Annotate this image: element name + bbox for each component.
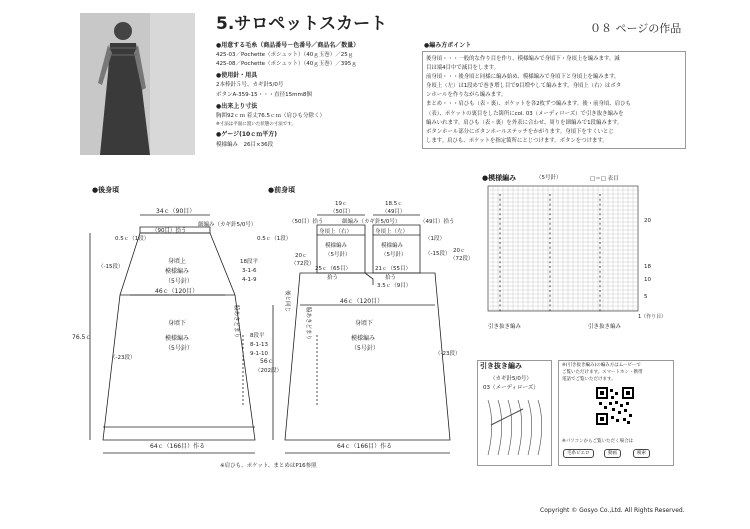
front-rows-left: 20ｃ <box>295 253 308 259</box>
points-box <box>422 51 686 149</box>
slipstitch-illustration <box>483 395 545 460</box>
front-rows-1: （1段） <box>425 236 445 242</box>
back-dec-1: 3-1-6 <box>242 268 257 274</box>
front-rows-right: 20ｃ <box>453 248 466 254</box>
yarn-heading: ●用意する毛糸（商品番号－色番号／商品名／数量） <box>216 42 360 49</box>
back-lower-rows: （-23段） <box>110 355 136 361</box>
back-lower-name: 身頃下 <box>168 320 187 327</box>
chart-row-10: 10 <box>644 277 651 283</box>
points-heading: ●編み方ポイント <box>424 42 472 49</box>
front-side-label: 後と同じ <box>284 290 290 313</box>
back-dec2-title: 8段平 <box>250 333 265 339</box>
slipstitch-color: 03（メーディローズ） <box>483 385 539 391</box>
points-line: （表）、ポケットの裏目をした箇所にcol. 03（メーディローズ）で引き抜き編みを <box>426 110 624 117</box>
front-edge-label: 細編み（カギ針5/0号） <box>342 219 401 225</box>
back-upper-needle: （5号針） <box>165 278 193 285</box>
yarn-line-2: 425-08／Pochette（ポシェット）（40ｇ玉巻）／395ｇ <box>216 61 357 67</box>
front-w-left: 19ｃ <box>335 201 348 207</box>
front-upper-left: 身頃上（左） <box>375 229 409 235</box>
front-body-label: ●前身頃 <box>268 186 296 194</box>
front-pattern-b: 模様編み <box>381 243 404 249</box>
back-body-label: ●後身頃 <box>92 186 120 194</box>
back-mid-width: 46ｃ（120目） <box>155 288 199 295</box>
front-lower-pattern: 模様編み <box>351 335 376 342</box>
front-lower-name: 身頃下 <box>355 320 374 327</box>
front-slit: 脇あきどまり <box>305 307 311 341</box>
points-line: 編みいれます。肩ひも（表・裏）を外表に合わせ、周りを細編みで1段編みます。 <box>426 119 623 126</box>
gauge-line-1: 模様編み 26目×36段 <box>216 142 274 148</box>
gauge-heading: ●ゲージ(10ｃｍ平方) <box>216 131 277 138</box>
front-upper-right: 身頃上（右） <box>319 229 353 235</box>
front-pick-r2: 拾う <box>385 275 397 281</box>
back-edge-label: 細編み（カギ針5/0号） <box>198 222 257 228</box>
chart-slip-left: 引き抜き編み <box>488 324 522 330</box>
pattern-chart <box>488 186 667 331</box>
back-body-diagram <box>70 195 285 470</box>
chart-row-20: 20 <box>644 218 651 224</box>
front-lower-rows: （-23段） <box>435 351 461 357</box>
tools-line-1: 2本棒針５号、カギ針5/0号 <box>216 82 284 88</box>
back-dec2-1: 8-1-13 <box>250 342 268 348</box>
back-dec-2: 4-1-9 <box>242 277 257 283</box>
points-line: ンホールを作りながら編みます。 <box>426 92 507 99</box>
front-half-cm: 0.5ｃ（1段） <box>257 236 292 242</box>
points-line: 身頃上（左）は1段めで巻き増し目で9目増やして編みます。身頃上（右）はボタ <box>426 83 622 90</box>
front-needle-a: （5号針） <box>325 252 351 258</box>
model-figure-icon <box>80 13 195 155</box>
back-top-width: 34ｃ（90目） <box>156 208 196 215</box>
front-w-left-sts: （50目） <box>330 209 354 215</box>
back-upper-name: 身頃上 <box>168 258 187 265</box>
front-w-r2: 21ｃ（55目） <box>375 266 411 272</box>
chart-slip-right: 引き抜き編み <box>588 324 622 330</box>
note-bottom: ※肩ひも、ポケット、まとめはP16参照 <box>220 463 317 469</box>
front-pick-l2: 拾う <box>327 275 339 281</box>
front-body-diagram <box>255 195 474 470</box>
size-note: ※寸法は平面に置いた状態の寸法です。 <box>216 122 296 127</box>
back-slit-label: 脇あきどまり <box>233 305 239 339</box>
tools-line-2: ボタンA-359-15・・・直径15mm8個 <box>216 92 312 98</box>
chart-needle: （5号針） <box>536 175 562 181</box>
points-line: 後身頃・・・一般的な作り目を作り、模様編みで身頃下・身頃上を編みます。減 <box>426 56 620 62</box>
front-mid-width: 46ｃ（120目） <box>340 298 384 305</box>
page-reference: ０８ ページの作品 <box>590 22 682 35</box>
chart-row-18: 18 <box>644 264 651 270</box>
size-heading: ●出来上り寸法 <box>216 103 258 110</box>
front-rows-right-2: （72段） <box>450 256 474 262</box>
back-height: 76.5ｃ <box>72 334 92 341</box>
front-bottom-width: 64ｃ（166目）作る <box>337 443 393 450</box>
yarn-line-1: 425-03／Pochette（ポシェット）（40ｇ玉巻）／25ｇ <box>216 52 354 58</box>
front-height: 56ｃ <box>260 358 274 365</box>
qr-text-1: ※(引き抜き編み)の編み方はムービーで <box>562 363 641 368</box>
back-lower-needle: （5号針） <box>165 345 193 352</box>
back-pick-count: （90目）拾う <box>152 228 187 234</box>
front-overlap: 3.5ｃ（9目） <box>377 283 412 289</box>
qr-pc-text: ※パソコンからご覧いただく場合は <box>562 439 634 444</box>
back-dec2-2: 9-1-10 <box>250 351 268 357</box>
footer-copyright: Copyright © Gosyo Co.,Ltd. All Rights Reserved. <box>540 507 685 514</box>
points-line: まとめ・・・肩ひも（表・裏）、ポケットを各2枚ずつ編みます。後・前身頃、肩ひも <box>426 101 631 108</box>
qr-btn-yarn[interactable]: 毛糸ピエロ <box>563 449 594 458</box>
tools-heading: ●使用針・用具 <box>216 72 258 79</box>
front-w-right: 18.5ｃ <box>385 201 403 207</box>
slipstitch-needle: （カギ針5/0号） <box>490 376 532 382</box>
qr-btn-video[interactable]: 動画 <box>604 449 621 458</box>
slipstitch-title: 引き抜き編み <box>480 362 522 370</box>
front-pick-left: （50目）拾う <box>289 219 324 225</box>
back-upper-rows: （-15段） <box>98 264 124 270</box>
front-height-rows: （202段） <box>255 368 282 374</box>
chart-label: ●模様編み <box>482 174 517 182</box>
back-lower-pattern: 模様編み <box>165 335 190 342</box>
qr-code-icon <box>596 387 634 425</box>
points-line: 目は端4目中で減目をします。 <box>426 65 500 72</box>
back-bottom-width: 64ｃ（166目）作る <box>150 443 206 450</box>
front-needle-b: （5号針） <box>381 252 407 258</box>
chart-row-1: 1（作り目） <box>638 314 667 320</box>
qr-text-3: 電話でご覧いただけます。 <box>562 377 616 382</box>
back-dec-title: 18段平 <box>240 259 258 265</box>
points-line: 前身頃・・・後身頃と同様に編み始め、模様編みで身頃下と身頃上を編みます。 <box>426 74 620 81</box>
qr-btn-search[interactable]: 検索 <box>633 449 650 458</box>
back-edge-ref: 0.5ｃ（1段） <box>115 236 150 242</box>
qr-text-2: ご覧いただけます。スマートホン・携帯 <box>562 370 643 375</box>
front-lower-needle: （5号針） <box>351 345 379 352</box>
size-line-1: 胸囲92ｃｍ 着丈76.5ｃｍ（肩ひも分除く） <box>216 113 325 119</box>
points-line: します。肩ひも、ポケットを指定箇所にとじつけます。ボタンをつけます。 <box>426 137 608 144</box>
front-w-l2: 25ｃ（65目） <box>315 266 351 272</box>
points-line: ボタンホール部分にボタンホールステッチをかがります。身頃下をすくいとじ <box>426 128 614 135</box>
back-upper-pattern: 模様編み <box>165 268 190 275</box>
front-pattern-a: 模様編み <box>325 243 348 249</box>
front-pick-right: （49目）拾う <box>420 219 455 225</box>
chart-row-5: 5 <box>644 294 648 300</box>
page-title: 5.サロペットスカート <box>216 14 388 34</box>
front-rows-15: （-15段） <box>425 251 451 257</box>
chart-legend: □＝□ 表目 <box>590 176 619 182</box>
model-photo <box>80 13 195 155</box>
front-w-right-sts: （49目） <box>382 209 406 215</box>
front-rows-left-2: （72段） <box>291 261 315 267</box>
